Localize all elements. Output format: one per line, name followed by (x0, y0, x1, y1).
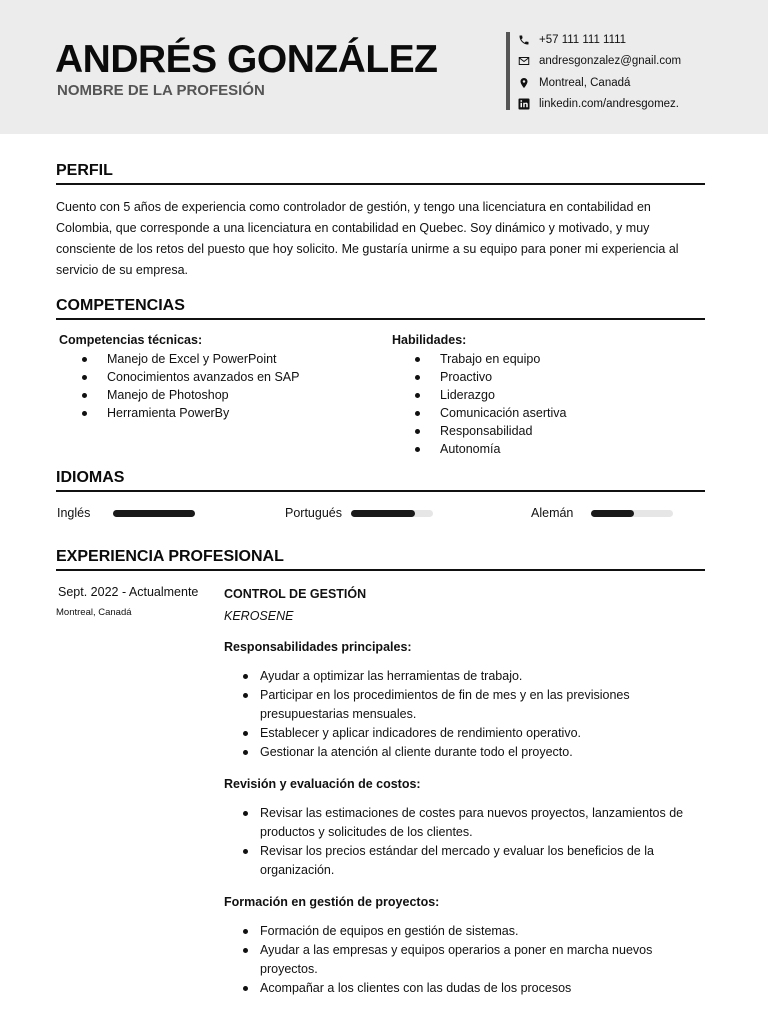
experience-dates: Sept. 2022 - Actualmente (58, 585, 199, 599)
contact-linkedin-text: linkedin.com/andresgomez. (539, 98, 679, 111)
language-ingles (57, 506, 195, 520)
perfil-text: Cuento con 5 años de experiencia como controlador de gestión, y tengo una licenciatura en contabilidad en Colombia, que corresponde a una licenciatura en contabilidad en Quebec. Soy dinámico y motivado, y muy consciente de los retos del puesto que hoy solicito. Me gustaría unirme a su equipo para poner mi experiencia al servicio de su empresa. (56, 200, 679, 277)
profession-title: NOMBRE DE LA PROFESIÓN (57, 82, 265, 99)
responsibility-group-title: Formación en gestión de proyectos: (224, 895, 440, 909)
perfil-rule (56, 183, 705, 185)
competencias-tecnicas-title: Competencias técnicas: (59, 333, 203, 347)
responsibility-group-title: Responsabilidades principales: (224, 640, 412, 654)
list-item: Revisar los precios estándar del mercado y evaluar los beneficios de la organización. (224, 842, 704, 880)
language-level-fill (591, 510, 634, 517)
list-item: Manejo de Photoshop (59, 386, 299, 404)
experience-location: Montreal, Canadá (56, 607, 132, 618)
responsibility-list (224, 922, 704, 998)
list-item: Conocimientos avanzados en SAP (59, 368, 299, 386)
contact-linkedin (518, 94, 681, 116)
language-level-bar (591, 510, 673, 517)
candidate-name: ANDRÉS GONZÁLEZ (55, 38, 438, 81)
language-level-fill (351, 510, 415, 517)
responsibility-group-title: Revisión y evaluación de costos: (224, 777, 421, 791)
list-item: Ayudar a las empresas y equipos operarios a poner en marcha nuevos proyectos. (224, 941, 704, 979)
list-item: Gestionar la atención al cliente durante todo el proyecto. (224, 743, 704, 762)
experiencia-heading: EXPERIENCIA PROFESIONAL (56, 548, 284, 565)
competencias-tecnicas (59, 331, 299, 422)
contact-phone (518, 29, 681, 51)
header-band (0, 0, 768, 134)
language-name: Inglés (57, 506, 91, 520)
experiencia-rule (56, 569, 705, 571)
language-level-bar (113, 510, 195, 517)
responsibility-list (224, 804, 704, 880)
linkedin-icon (518, 98, 530, 110)
phone-icon (518, 34, 530, 46)
list-item: Liderazgo (392, 386, 566, 404)
contact-email (518, 51, 681, 73)
contact-divider (506, 32, 510, 110)
contact-email-text: andresgonzalez@gnail.com (539, 55, 682, 68)
list-item: Autonomía (392, 440, 566, 458)
list-item: Acompañar a los clientes con las dudas de los procesos (224, 979, 704, 998)
list-item: Comunicación asertiva (392, 404, 566, 422)
responsibility-list (224, 667, 704, 762)
idiomas-rule (56, 490, 705, 492)
list-item: Formación de equipos en gestión de sistemas. (224, 922, 704, 941)
language-aleman (531, 506, 673, 520)
contact-location (518, 72, 681, 94)
language-portugues (285, 506, 433, 520)
list-item: Ayudar a optimizar las herramientas de trabajo. (224, 667, 704, 686)
language-name: Alemán (531, 506, 574, 520)
habilidades (392, 331, 566, 458)
list-item: Establecer y aplicar indicadores de rendimiento operativo. (224, 724, 704, 743)
competencias-heading: COMPETENCIAS (56, 297, 185, 314)
list-item: Manejo de Excel y PowerPoint (59, 350, 299, 368)
contact-location-text: Montreal, Canadá (539, 76, 631, 89)
list-item: Revisar las estimaciones de costes para nuevos proyectos, lanzamientos de productos y solicitudes de los clientes. (224, 804, 704, 842)
job-title: CONTROL DE GESTIÓN (224, 587, 367, 601)
list-item: Trabajo en equipo (392, 350, 566, 368)
envelope-icon (518, 55, 530, 67)
contact-phone-text: +57 111 111 1111 (539, 33, 627, 46)
experience-details (224, 585, 704, 998)
competencias-tecnicas-list (59, 350, 299, 422)
contact-list (518, 29, 681, 115)
competencias-rule (56, 318, 705, 320)
company-name: KEROSENE (224, 609, 294, 623)
language-level-bar (351, 510, 433, 517)
list-item: Proactivo (392, 368, 566, 386)
language-level-fill (113, 510, 195, 517)
habilidades-list (392, 350, 566, 458)
list-item: Participar en los procedimientos de fin de mes y en las previsiones presupuestarias mensuales. (224, 686, 704, 724)
perfil-heading: PERFIL (56, 162, 113, 179)
location-pin-icon (518, 77, 530, 89)
list-item: Responsabilidad (392, 422, 566, 440)
language-name: Portugués (285, 506, 342, 520)
idiomas-heading: IDIOMAS (56, 469, 125, 486)
list-item: Herramienta PowerBy (59, 404, 299, 422)
habilidades-title: Habilidades: (392, 333, 467, 347)
